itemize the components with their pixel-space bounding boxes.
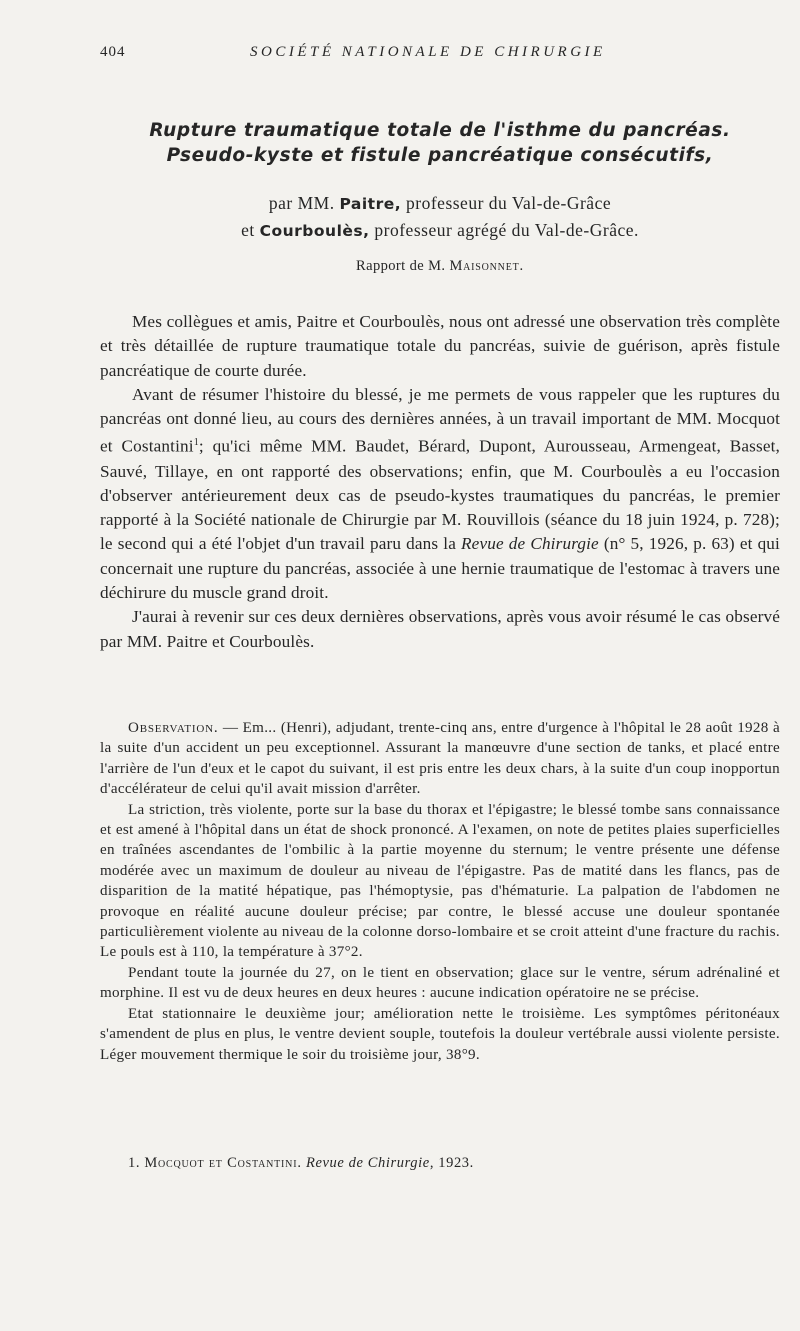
- intro-paragraph-1: Mes collègues et amis, Paitre et Courboulès, nous ont adressé une observation très complète et très détaillée de rupture traumatique totale du pancréas, suivie de guérison, après fistule pancréatique de courte durée.: [100, 312, 780, 380]
- article-title: [100, 118, 780, 168]
- observation-label: Observation.: [128, 720, 219, 736]
- report-author: Maisonnet.: [449, 258, 524, 274]
- introduction: [100, 310, 780, 654]
- intro-p2-part-c: (n° 5, 1926, p. 63) et qui concernait une rupture du pancréas, associée à une hernie traumatique de l'estomac à travers une déchirure du muscle grand droit.: [100, 534, 780, 602]
- observation-paragraph-3: Pendant toute la journée du 27, on le tient en observation; glace sur le ventre, sérum adrénaliné et morphine. Il est vu de deux heures en deux heures : aucune indication opératoire ne se précise.: [100, 964, 780, 1002]
- observation-paragraph-1: [100, 718, 780, 800]
- intro-p2-part-b: ; qu'ici même MM. Baudet, Bérard, Dupont, Aurousseau, Armengeat, Basset, Sauvé, Tillaye, en ont rapporté des observations; enfin, que M. Courboulès a eu l'occasion d'observer antérieurement deux cas de pseudo-kystes traumatiques du pancréas, le premier rapporté à la Société nationale de Chirurgie par M. Rouvillois (séance du 18 juin 1924, p. 728); le second qui a été l'objet d'un travail paru dans la: [100, 437, 780, 554]
- running-head: [100, 44, 780, 70]
- footnote-ref: 1: [193, 437, 199, 449]
- journal-title: SOCIÉTÉ NATIONALE DE CHIRURGIE: [250, 44, 606, 60]
- author-paitre-role: professeur du Val-de-Grâce: [406, 193, 612, 213]
- observation-section: [100, 718, 780, 1065]
- observation-paragraph-4: Etat stationnaire le deuxième jour; amélioration nette le troisième. Les symptômes péritonéaux s'amendent de plus en plus, le ventre devient souple, toutefois la douleur vertébrale aussi violente persiste. Léger mouvement thermique le soir du troisième jour, 38°9.: [100, 1005, 780, 1063]
- authors-by: par MM.: [268, 193, 335, 213]
- footnote-authors: Mocquot et Costantini.: [144, 1155, 302, 1171]
- authors-block: [100, 190, 780, 244]
- article-title-line-1: Rupture traumatique totale de l'isthme du pancréas.: [149, 120, 731, 141]
- author-courboules: Courboulès,: [259, 222, 370, 240]
- author-courboules-role: professeur agrégé du Val-de-Grâce.: [374, 220, 639, 240]
- report-prefix: Rapport de M.: [356, 258, 446, 274]
- intro-paragraph-3: J'aurai à revenir sur ces deux dernières observations, après vous avoir résumé le cas observé par MM. Paitre et Courboulès.: [100, 607, 780, 651]
- report-line: [100, 258, 780, 275]
- authors-and: et: [241, 220, 255, 240]
- article-title-line-2: Pseudo-kyste et fistule pancréatique consécutifs,: [166, 145, 714, 166]
- footnote: [100, 1155, 780, 1172]
- footnote-number: 1.: [128, 1155, 141, 1171]
- journal-reference: Revue de Chirurgie: [461, 534, 599, 554]
- page-number: 404: [100, 44, 126, 60]
- intro-p2-part-a: Avant de résumer l'histoire du blessé, je me permets de vous rappeler que les ruptures du pancréas ont donné lieu, au cours des dernières années, à un travail important de MM. Mocquot et Costantini: [100, 384, 780, 457]
- observation-paragraph-2: La striction, très violente, porte sur la base du thorax et l'épigastre; le blessé tombe sans connaissance et est amené à l'hôpital dans un état de shock prononcé. A l'examen, on note de petites plaies superficielles en traînées ascendantes de l'ombilic à la partie moyenne du sternum; le ventre présente une défense modérée avec un maximum de douleur au niveau de l'épigastre. Pas de matité dans les flancs, pas de disparition de la matité hépatique, pas l'hémoptysie, pas d'hématurie. La palpation de l'abdomen ne provoque en réalité aucune douleur précise; par contre, le blessé accuse une douleur spontanée particulièrement violente au niveau de la colonne dorso-lombaire et se croit atteint d'une fracture du rachis. Le pouls est à 110, la température à 37°2.: [100, 801, 780, 961]
- author-paitre: Paitre,: [339, 195, 402, 213]
- authors-line-1: [100, 190, 780, 217]
- footnote-year: , 1923.: [429, 1155, 474, 1171]
- authors-line-2: [100, 217, 780, 244]
- intro-paragraph-2: [100, 383, 780, 605]
- observation-p1-text: — Em... (Henri), adjudant, trente-cinq ans, entre d'urgence à l'hôpital le 28 août 1928 à la suite d'un accident un peu exceptionnel. Assurant la manœuvre d'une section de tanks, et placé entre l'arrière de l'un d'eux et le capot du suivant, il est pris entre les deux chars, à la suite d'un coup inopportun d'accélérateur de celui qu'il avait mission d'arrêter.: [100, 720, 780, 798]
- footnote-journal: Revue de Chirurgie: [306, 1155, 430, 1171]
